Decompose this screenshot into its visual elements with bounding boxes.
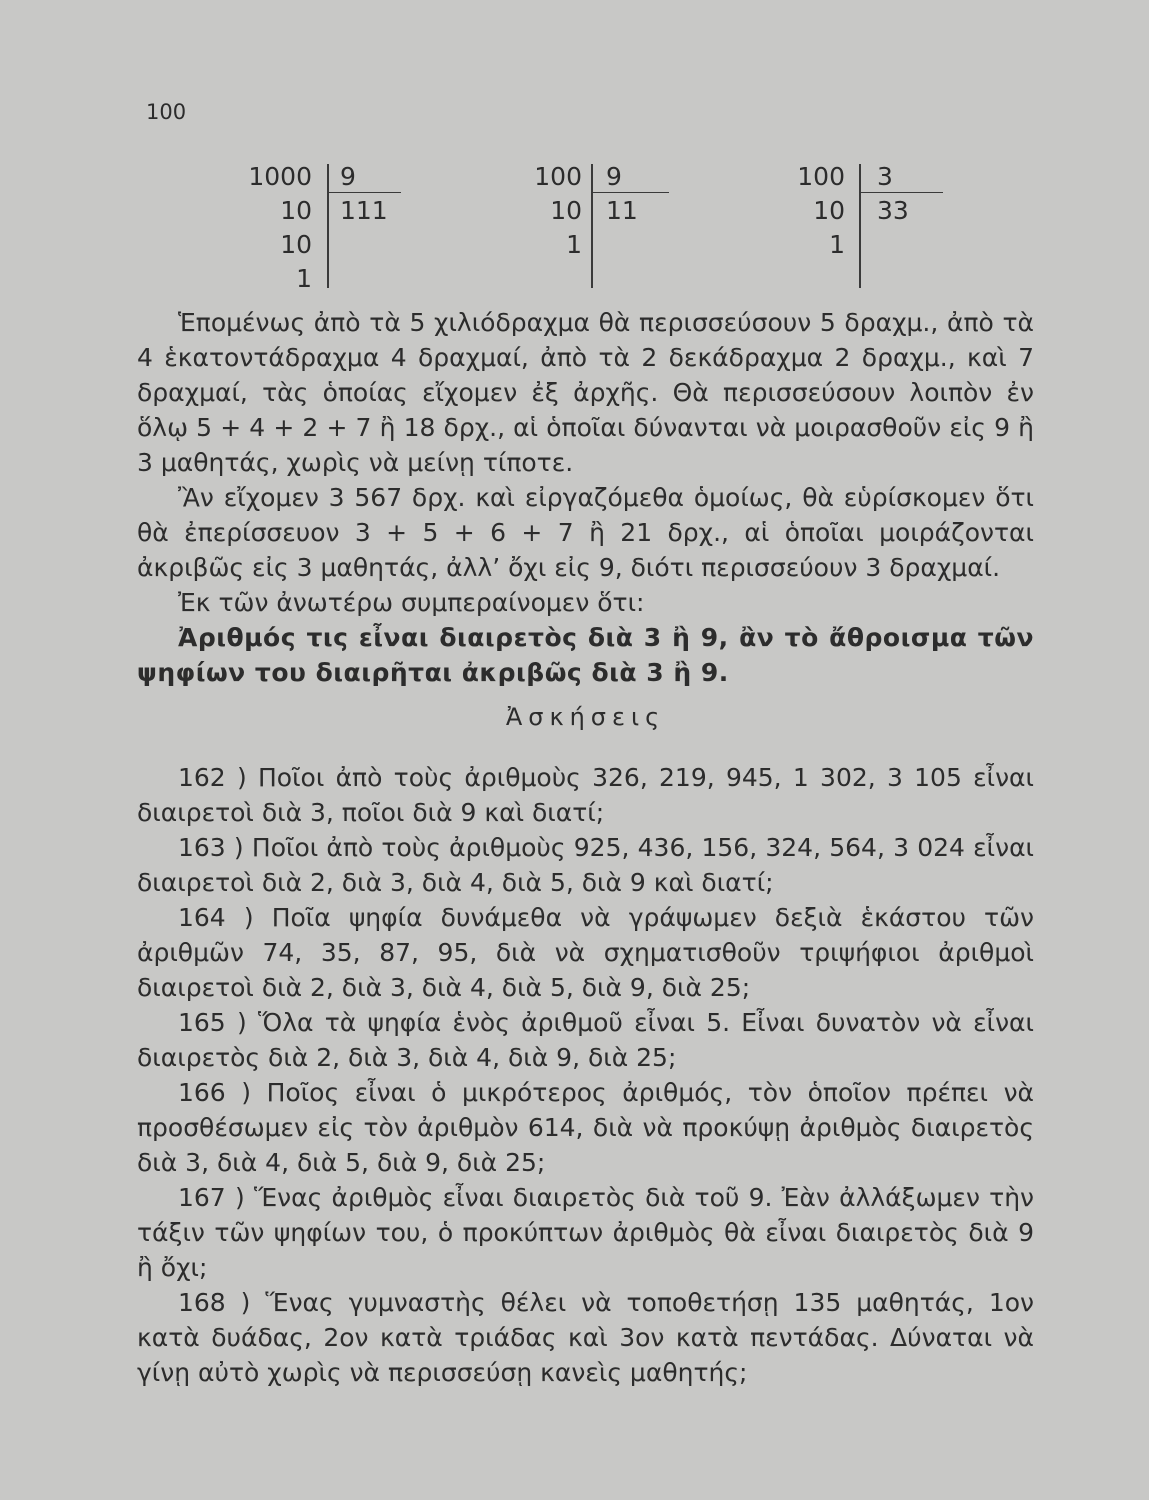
division-3-rule	[861, 192, 943, 193]
exercises-heading: Ἀσκήσεις	[505, 703, 666, 731]
exercise-item	[137, 1180, 1034, 1285]
paragraph: Ἂν εἴχομεν 3 567 δρχ. καὶ εἰργαζόμεθα ὁμοίως, θὰ εὑρίσκομεν ὅτι θὰ ἐπερίσσευον 3 + 5 + 6 + 7 ἢ 21 δρχ., αἱ ὁποῖαι μοιράζονται ἀκριβῶς εἰς 3 μαθητάς, ἀλλ’ ὄχι εἰς 9, διότι περισσεύουν 3 δραχμαί.	[137, 483, 1034, 582]
exercise-text: Ὅλα τὰ ψηφία ἑνὸς ἀριθμοῦ εἶναι 5. Εἶναι δυνατὸν νὰ εἶναι διαιρετὸς διὰ 2, διὰ 3, διὰ 4, διὰ 9, διὰ 25;	[137, 1008, 1034, 1072]
dividend-line: 1	[829, 230, 845, 259]
dividend-line: 1	[296, 264, 312, 293]
dividend-line: 10	[280, 230, 312, 259]
dividend-line: 100	[797, 162, 845, 191]
division-1-dividend	[248, 160, 312, 296]
dividend-line: 10	[813, 196, 845, 225]
dividend-line: 1000	[248, 162, 312, 191]
division-2-dividend	[534, 160, 582, 262]
exercise-text: Ποῖοι ἀπὸ τοὺς ἀριθμοὺς 326, 219, 945, 1 302, 3 105 εἶναι διαιρετοὶ διὰ 3, ποῖοι διὰ 9 καὶ διατί;	[137, 763, 1034, 827]
exercise-item	[137, 1075, 1034, 1180]
division-1-quotient: 111	[340, 196, 388, 225]
rule-statement: Ἀριθμός τις εἶναι διαιρετὸς διὰ 3 ἢ 9, ἂν τὸ ἄθροισμα τῶν ψηφίων του διαιρῆται ἀκριβῶς διὰ 3 ἢ 9.	[137, 623, 1034, 687]
division-3	[775, 160, 945, 310]
paragraph: Ἐκ τῶν ἀνωτέρω συμπεραίνομεν ὅτι:	[178, 588, 645, 617]
division-2-divisor: 9	[606, 162, 622, 191]
division-2-rule	[593, 192, 669, 193]
exercises-heading-wrap	[137, 700, 1034, 735]
exercise-number: 166 )	[178, 1078, 252, 1107]
exercise-item	[137, 830, 1034, 900]
division-2-quotient: 11	[606, 196, 638, 225]
exercise-item	[137, 760, 1034, 830]
exercise-text: Ποῖα ψηφία δυνάμεθα νὰ γράψωμεν δεξιὰ ἑκάστου τῶν ἀριθμῶν 74, 35, 87, 95, διὰ νὰ σχηματισθοῦν τριψήφιοι ἀριθμοὶ διαιρετοὶ διὰ 2, διὰ 3, διὰ 4, διὰ 5, διὰ 9, διὰ 25;	[137, 903, 1035, 1002]
division-2-bar	[591, 164, 593, 288]
exercise-number: 163 )	[178, 833, 244, 862]
dividend-line: 100	[534, 162, 582, 191]
exercises	[137, 760, 1034, 1390]
division-1-bar	[327, 164, 329, 288]
dividend-line: 10	[280, 196, 312, 225]
division-3-quotient: 33	[877, 196, 909, 225]
exercise-text: Ποῖοι ἀπὸ τοὺς ἀριθμοὺς 925, 436, 156, 324, 564, 3 024 εἶναι διαιρετοὶ διὰ 2, διὰ 3, διὰ 4, διὰ 5, διὰ 9 καὶ διατί;	[137, 833, 1035, 897]
dividend-line: 1	[566, 230, 582, 259]
exercise-item	[137, 900, 1034, 1005]
exercise-number: 162 )	[178, 763, 247, 792]
paragraph: Ἑπομένως ἀπὸ τὰ 5 χιλιόδραχμα θὰ περισσεύσουν 5 δραχμ., ἀπὸ τὰ 4 ἑκατοντάδραχμα 4 δραχμαί, ἀπὸ τὰ 2 δεκάδραχμα 2 δραχμ., καὶ 7 δραχμαί, τὰς ὁποίας εἴχομεν ἐξ ἀρχῆς. Θὰ περισσεύσουν λοιπὸν ἐν ὅλῳ 5 + 4 + 2 + 7 ἢ 18 δρχ., αἱ ὁποῖαι δύνανται νὰ μοιρασθοῦν εἰς 9 ἢ 3 μαθητάς, χωρὶς νὰ μείνῃ τίποτε.	[137, 308, 1034, 477]
exercise-number: 167 )	[178, 1183, 245, 1212]
division-2	[505, 160, 670, 310]
division-3-dividend	[797, 160, 845, 262]
exercise-text: Ποῖος εἶναι ὁ μικρότερος ἀριθμός, τὸν ὁποῖον πρέπει νὰ προσθέσωμεν εἰς τὸν ἀριθμὸν 614, διὰ νὰ προκύψῃ ἀριθμὸς διαιρετὸς διὰ 3, διὰ 4, διὰ 5, διὰ 9, διὰ 25;	[137, 1078, 1035, 1177]
body-text	[137, 305, 1034, 690]
exercise-number: 164 )	[178, 903, 254, 932]
exercise-text: Ἕνας ἀριθμὸς εἶναι διαιρετὸς διὰ τοῦ 9. Ἐὰν ἀλλάξωμεν τὴν τάξιν τῶν ψηφίων του, ὁ προκύπτων ἀριθμὸς θὰ εἶναι διαιρετὸς διὰ 9 ἢ ὄχι;	[137, 1183, 1034, 1282]
page-number: 100	[146, 100, 187, 124]
exercise-text: Ἕνας γυμναστὴς θέλει νὰ τοποθετήσῃ 135 μαθητάς, 1ον κατὰ δυάδας, 2ον κατὰ τριάδας καὶ 3ον κατὰ πεντάδας. Δύναται νὰ γίνῃ αὐτὸ χωρὶς νὰ περισσεύσῃ κανεὶς μαθητής;	[137, 1288, 1034, 1387]
division-1	[240, 160, 400, 310]
dividend-line: 10	[550, 196, 582, 225]
division-3-bar	[859, 164, 861, 288]
division-1-divisor: 9	[340, 162, 356, 191]
exercise-item	[137, 1285, 1034, 1390]
division-3-divisor: 3	[877, 162, 893, 191]
exercise-item	[137, 1005, 1034, 1075]
exercise-number: 168 )	[178, 1288, 251, 1317]
exercise-number: 165 )	[178, 1008, 247, 1037]
